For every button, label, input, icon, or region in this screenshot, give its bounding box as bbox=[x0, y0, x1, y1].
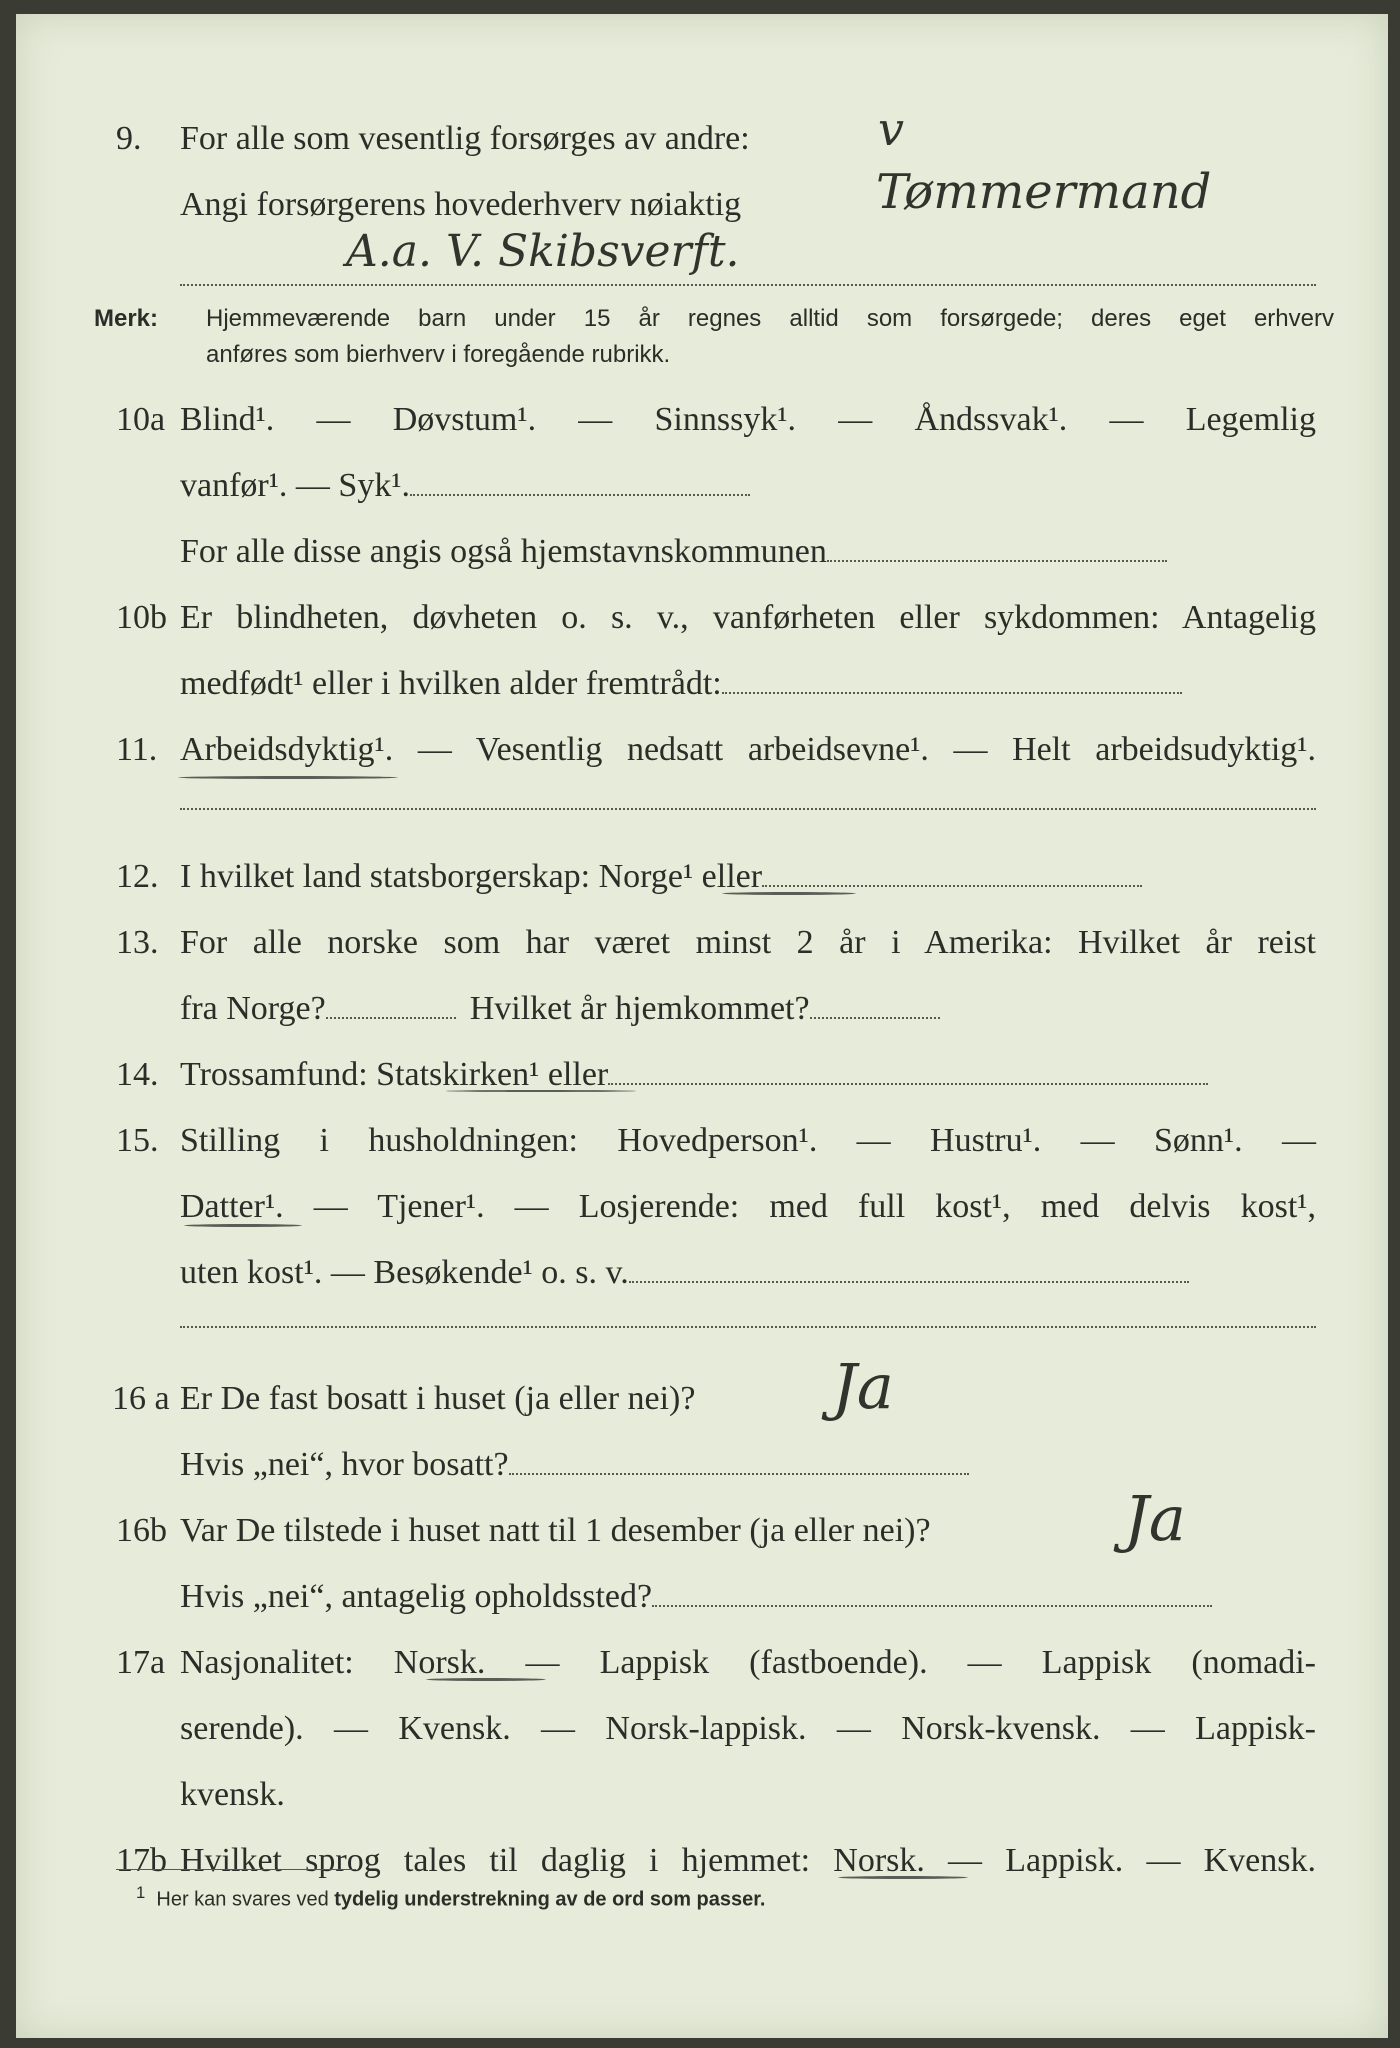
footnote-mark: 1 bbox=[136, 1883, 146, 1902]
question-line bbox=[180, 976, 1316, 1042]
footnote-bold-text: tydelig understrekning av de ord som passer. bbox=[334, 1888, 766, 1911]
question-line bbox=[180, 1564, 1316, 1630]
answer-line bbox=[762, 885, 1142, 887]
question-text: Er blindheten, døvheten o. s. v., vanførheten eller sykdommen: Antagelig bbox=[180, 599, 1316, 636]
question-number: 10b bbox=[116, 599, 167, 636]
answer-line bbox=[827, 560, 1167, 562]
answer-line bbox=[608, 1083, 1208, 1085]
answer-line bbox=[509, 1473, 969, 1475]
question-number: 16 a bbox=[112, 1380, 170, 1417]
question-text: Hvis „nei“, antagelig opholdssted? bbox=[180, 1578, 653, 1615]
question-text: For alle som vesentlig forsørges av andre: bbox=[180, 120, 750, 157]
question-number: 12. bbox=[116, 858, 159, 895]
handwritten-answer: Ja bbox=[1124, 1482, 1186, 1555]
question-text: Arbeidsdyktig¹. — Vesentlig nedsatt arbeidsevne¹. — Helt arbeidsudyktig¹. bbox=[180, 731, 1316, 768]
question-line bbox=[180, 1042, 1316, 1108]
question-number: 15. bbox=[116, 1122, 159, 1159]
question-text: Nasjonalitet: Norsk. — Lappisk (fastboende). — Lappisk (nomadi- bbox=[180, 1644, 1316, 1681]
question-text: Var De tilstede i huset natt til 1 desember (ja eller nei)? bbox=[180, 1512, 931, 1549]
answer-line bbox=[180, 1326, 1316, 1328]
question-text: Trossamfund: Statskirken¹ eller bbox=[180, 1056, 609, 1093]
question-number: 16b bbox=[116, 1512, 167, 1549]
question-text: serende). — Kvensk. — Norsk-lappisk. — Norsk-kvensk. — Lappisk- bbox=[180, 1710, 1316, 1747]
handwritten-underline bbox=[722, 892, 856, 895]
note-line: Hjemmeværende barn under 15 år regnes alltid som forsørgede; deres eget erhverv bbox=[206, 305, 1334, 332]
answer-line bbox=[180, 808, 1316, 810]
answer-line bbox=[722, 692, 1182, 694]
question-text: vanfør¹. — Syk¹. bbox=[180, 467, 411, 504]
handwritten-underline bbox=[838, 1876, 968, 1879]
handwritten-answer: Ja bbox=[832, 1350, 894, 1423]
question-text: Angi forsørgerens hovederhverv nøiaktig bbox=[180, 186, 742, 223]
question-text: I hvilket land statsborgerskap: Norge¹ eller bbox=[180, 858, 763, 895]
question-number: 13. bbox=[116, 924, 159, 961]
census-form-page bbox=[16, 14, 1388, 2038]
question-line bbox=[180, 1240, 1316, 1306]
question-text: medfødt¹ eller i hvilken alder fremtrådt: bbox=[180, 665, 722, 702]
note-label: Merk: bbox=[94, 305, 159, 332]
answer-line bbox=[180, 284, 1316, 286]
answer-line bbox=[629, 1281, 1189, 1283]
question-text: Hvilket år hjemkommet? bbox=[469, 990, 810, 1027]
handwritten-underline bbox=[178, 776, 398, 779]
note-text bbox=[206, 301, 1334, 373]
handwritten-occupation: Tømmermand bbox=[876, 164, 1212, 220]
question-text: For alle disse angis også hjemstavnskommunen bbox=[180, 533, 827, 570]
handwritten-mark: v bbox=[878, 102, 904, 156]
question-text: uten kost¹. — Besøkende¹ o. s. v. bbox=[180, 1254, 629, 1291]
question-text: For alle norske som har været minst 2 år i Amerika: Hvilket år reist bbox=[180, 924, 1316, 961]
question-text: fra Norge? bbox=[180, 990, 326, 1027]
question-line bbox=[180, 651, 1316, 717]
question-text: Hvis „nei“, hvor bosatt? bbox=[180, 1446, 509, 1483]
answer-line bbox=[652, 1605, 1212, 1607]
handwritten-underline bbox=[184, 1224, 302, 1227]
handwritten-employer: A.a. V. Skibsverft. bbox=[346, 226, 740, 277]
answer-line bbox=[410, 494, 750, 496]
footnote bbox=[136, 1883, 766, 1912]
question-text: kvensk. bbox=[180, 1776, 285, 1813]
handwritten-underline bbox=[446, 1090, 636, 1092]
question-number: 10a bbox=[116, 401, 166, 438]
question-line bbox=[180, 519, 1316, 585]
question-text: Hvilket sprog tales til daglig i hjemmet: Norsk. — Lappisk. — Kvensk. bbox=[180, 1842, 1316, 1879]
answer-line bbox=[326, 1017, 456, 1019]
question-number: 17a bbox=[116, 1644, 166, 1681]
question-text: Stilling i husholdningen: Hovedperson¹. — Hustru¹. — Sønn¹. — bbox=[180, 1122, 1316, 1159]
question-number: 9. bbox=[116, 120, 142, 157]
handwritten-underline bbox=[426, 1678, 546, 1681]
question-number: 11. bbox=[116, 731, 158, 768]
question-number: 17b bbox=[116, 1842, 167, 1879]
question-text: Blind¹. — Døvstum¹. — Sinnssyk¹. — Åndssvak¹. — Legemlig bbox=[180, 401, 1316, 438]
footnote-rule bbox=[116, 1869, 356, 1870]
question-text: Er De fast bosatt i huset (ja eller nei)? bbox=[180, 1380, 696, 1417]
question-text: Datter¹. — Tjener¹. — Losjerende: med full kost¹, med delvis kost¹, bbox=[180, 1188, 1316, 1225]
question-line bbox=[180, 844, 1316, 910]
question-number: 14. bbox=[116, 1056, 159, 1093]
question-line bbox=[180, 453, 1316, 519]
answer-line bbox=[810, 1017, 940, 1019]
note-line: anføres som bierhverv i foregående rubrikk. bbox=[206, 341, 671, 368]
footnote-text: Her kan svares ved bbox=[156, 1888, 329, 1911]
